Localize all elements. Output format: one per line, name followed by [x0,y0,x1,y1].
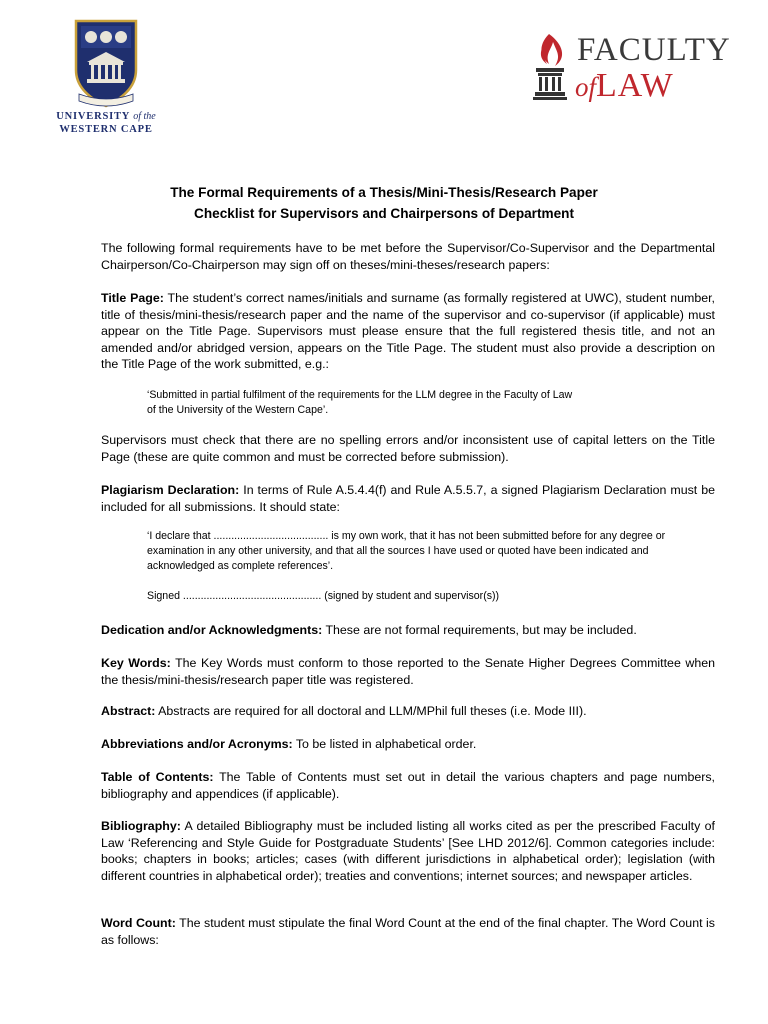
plagiarism-text: In terms of Rule A.5.4.4(f) and Rule A.5.5.7, a signed Plagiarism Declaration must be included for all submissions. It should state: [101,483,715,514]
toc-section: Table of Contents: The Table of Contents must set out in detail the various chapters and page numbers, bibliography and appendices (if applicable). [101,770,715,801]
title-page-heading: Title Page: [101,291,164,305]
abstract-section: Abstract: Abstracts are required for all doctoral and LLM/MPhil full theses (i.e. Mode III). [101,704,587,718]
intro-paragraph: The following formal requirements have to be met before the Supervisor/Co-Supervisor and the Departmental Chairperson/Co-Chairperson may sign off on theses/mini-theses/research papers: [101,241,715,272]
plagiarism-quote: ‘I declare that ....................................... is my own work, that it has not been submitted before for any degree or examination in any other university, and that all the sources I have used or quoted have been indicated and acknowledged as complete references’. [147,530,666,573]
uwc-logo [44,18,168,136]
faculty-of-law-logo [525,26,750,108]
torch-icon [527,28,573,106]
uwc-name: UNIVERSITY of the WESTERN CAPE [56,111,156,135]
of-law-label: ofLAW [575,67,674,104]
title-page-section [101,290,715,373]
document-title [0,182,768,224]
wordcount-section: Word Count: The student must stipulate the final Word Count at the end of the final chapter. The Word Count is as follows: [101,916,715,947]
title-page-text: The student’s correct names/initials and surname (as formally registered at UWC), student number, title of thesis/mini-thesis/research paper and the name of the supervisor and co-supervisor (if applicable) must appear on the Title Page. Supervisors must please ensure that the full registered thesis title, and not an amended and/or abridged version, appears on the Title Page. The student must also provide a description on the Title Page of the work submitted, e.g.: [101,291,715,372]
bibliography-section: Bibliography: A detailed Bibliography must be included listing all works cited as per the prescribed Faculty of Law ‘Referencing and Style Guide for Postgraduate Students’ [See LHD 2012/6]. Common categories include: books; chapters in books; articles; cases (with different jurisdictions in alphabetical order); legislation (with different countries in alphabetical order); treaties and conventions; internet sources; and newspaper articles. [101,819,715,883]
keywords-section: Key Words: The Key Words must conform to those reported to the Senate Higher Degrees Committee when the thesis/mini-thesis/research paper title was registered. [101,656,716,687]
plagiarism-section [101,482,715,515]
abbreviations-section: Abbreviations and/or Acronyms: To be listed in alphabetical order. [101,737,477,751]
title-page-example-quote: ‘Submitted in partial fulfilment of the requirements for the LLM degree in the Faculty of Law of the University of the Western Cape’. [147,389,573,417]
plagiarism-signed-line: Signed ............................................... (signed by student and supervisor(s)) [147,590,500,602]
title-line-2: Checklist for Supervisors and Chairpersons of Department [194,206,574,221]
uwc-crest-icon [73,18,139,110]
faculty-label: FACULTY [577,32,731,68]
title-line-1: The Formal Requirements of a Thesis/Mini-Thesis/Research Paper [170,185,598,200]
plagiarism-heading: Plagiarism Declaration: [101,483,240,497]
spelling-note: Supervisors must check that there are no spelling errors and/or inconsistent use of capital letters on the Title Page (these are quite common and must be corrected before submission). [101,433,715,464]
dedication-section: Dedication and/or Acknowledgments: These are not formal requirements, but may be included. [101,623,637,637]
